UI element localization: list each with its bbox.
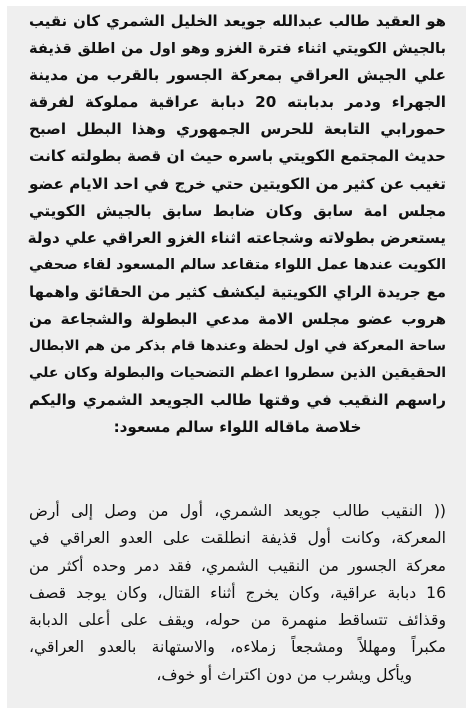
quote-line-last: ويأكل ويشرب من دون اكتراث أو خوف، — [156, 665, 412, 684]
text-line: مع جريدة الراي الكويتية ليكشف كثير من الحقائق واهمها — [29, 282, 446, 301]
text-line: تغيب عن كثير من الكويتين حتي خرج في احد الايام عضو — [29, 174, 446, 193]
article-paragraph-main — [29, 8, 446, 442]
text-line: بالجيش الكويتي اثناء فترة الغزو وهو اول من اطلق قذيفة — [29, 40, 446, 58]
text-line: هروب عضو مجلس الامة مدعي البطولة والشجاعة من — [29, 310, 446, 329]
text-line: حمورابي التابعة للحرس الجمهوري وهذا البطل اصبح — [29, 120, 446, 139]
text-card — [7, 6, 466, 708]
text-line: ساحة المعركة في اول لحظة وعندها قام بذكر من هم الابطال — [29, 338, 446, 355]
text-line: الجهراء ودمر بدبابته 20 دبابة عراقية مملوكة لفرقة — [29, 93, 446, 112]
text-line: مجلس امة سابق وكان ضابط سابق بالجيش الكويتي — [29, 201, 446, 220]
quote-line: (( النقيب طالب جويعد الشمري، أول من وصل إلى أرض — [29, 502, 446, 520]
text-line: الكويت عندها عمل اللواء متقاعد سالم المسعود لقاء صحفي — [29, 256, 446, 273]
text-line: يستعرض بطولاته وشجاعته اثناء الغزو العراقي علي دولة — [27, 228, 446, 247]
text-line: حديث المجتمع الكويتي باسره حيث ان قصة بطولته كانت — [29, 147, 446, 166]
text-line: هو العقيد طالب عبدالله جويعد الخليل الشمري كان نقيب — [29, 12, 446, 30]
quote-line: وقذائف تتساقط منهمرة من حوله، ويقف على أعلى الدبابة — [29, 611, 446, 630]
article-paragraph-quote — [29, 498, 446, 689]
quote-line: 16 دبابة عراقية، وكان يخرج أثناء القتال، وكان يوجد قصف — [29, 583, 446, 602]
text-line-last: خلاصة ماقاله اللواء سالم مسعود: — [113, 418, 362, 437]
text-line: علي الجيش العراقي بمعركة الجسور بالقرب من مدينة — [29, 66, 446, 85]
quote-line: المعركة، وكانت أول قذيفة انطلقت على العدو العراقي في — [29, 529, 446, 548]
quote-line: مكبراً ومهللاً ومشجعاً زملاءه، والاستهانة بالعدو العراقي، — [29, 638, 446, 657]
quote-line: معركة الجسور من النقيب الشمري، فقد دمر وحده أكثر من — [29, 556, 446, 575]
text-line: راسهم النقيب في وقتها طالب الجويعد الشمري واليكم — [29, 391, 446, 410]
text-line: الحقيقين الذين سطروا اعظم التضحيات والبطولة وكان علي — [29, 365, 446, 382]
